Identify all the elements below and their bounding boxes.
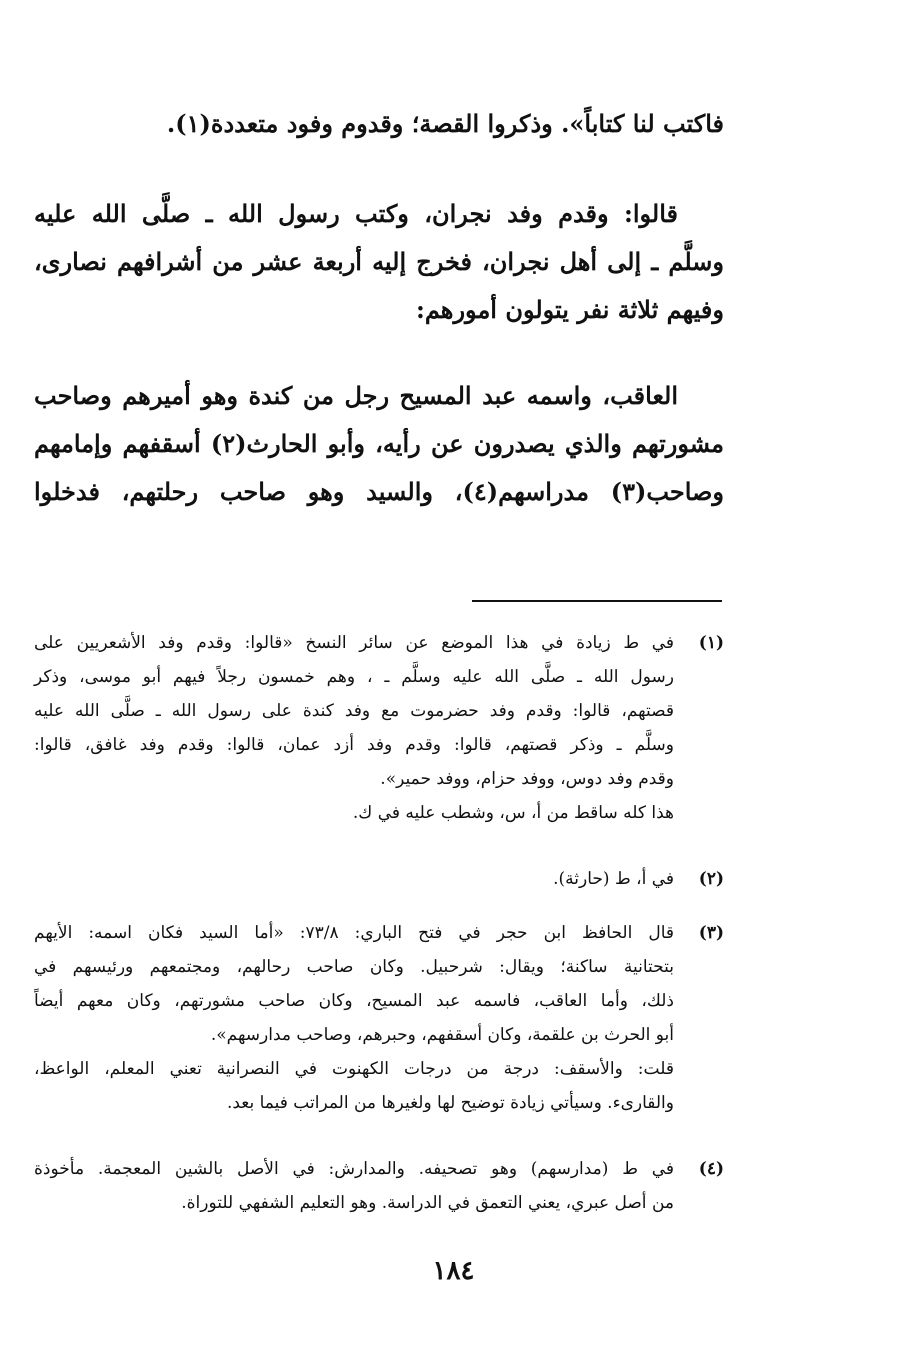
footnote-3-number: (٣) xyxy=(698,923,724,943)
footnote-2-number: (٢) xyxy=(698,869,724,889)
paragraph-2-line-3: وفيهم ثلاثة نفر يتولون أمورهم: xyxy=(415,295,724,324)
footnote-3-body xyxy=(34,916,674,1120)
page-number: ١٨٤ xyxy=(432,1256,475,1286)
footnote-1-number: (١) xyxy=(698,633,724,653)
footnote-3-line-3: ذلك، وأما العاقب، فاسمه عبد المسيح، وكان صاحب مشورتهم، وكان معهم أيضاً xyxy=(34,991,674,1011)
footnote-1-line-6: هذا كله ساقط من أ، س، وشطب عليه في ك. xyxy=(352,803,674,823)
footnote-3-line-6: والقارىء. وسيأتي زيادة توضيح لها ولغيرها من المراتب فيما بعد. xyxy=(226,1093,674,1113)
footnote-4-number: (٤) xyxy=(698,1159,724,1179)
footnote-1-line-2: رسول الله ـ صلَّى الله عليه وسلَّم ـ ، وهم خمسون رجلاً فيهم أبو موسى، وذكر xyxy=(34,667,674,687)
footnote-separator xyxy=(472,600,722,602)
footnote-2-line-1: في أ، ط (حارثة). xyxy=(553,869,674,889)
footnote-1-body xyxy=(34,626,674,830)
footnote-1-line-5: وقدم وفد دوس، ووفد حزام، ووفد حمير». xyxy=(380,769,674,789)
paragraph-1-line-1: فاكتب لنا كتاباً». وذكروا القصة؛ وقدوم وفود متعددة(١). xyxy=(166,109,724,138)
paragraph-1 xyxy=(34,100,724,148)
paragraph-2 xyxy=(34,190,724,334)
footnote-3 xyxy=(34,916,724,1120)
footnote-4-line-1: في ط (مدارسهم) وهو تصحيفه. والمدارش: في الأصل بالشين المعجمة. مأخوذة xyxy=(34,1159,674,1179)
paragraph-2-line-2: وسلَّم ـ إلى أهل نجران، فخرج إليه أربعة عشر من أشرافهم نصارى، xyxy=(34,247,724,276)
footnote-3-line-5: قلت: والأسقف: درجة من درجات الكهنوت في النصرانية تعني المعلم، الواعظ، xyxy=(34,1059,674,1079)
footnote-1-line-1: في ط زيادة في هذا الموضع عن سائر النسخ «قالوا: وقدم وفد الأشعريين على xyxy=(34,633,674,653)
footnote-2-body xyxy=(34,862,674,896)
paragraph-3-line-2: مشورتهم والذي يصدرون عن رأيه، وأبو الحارث(٢) أسقفهم وإمامهم xyxy=(34,429,724,458)
footnote-4 xyxy=(34,1152,724,1220)
footnote-4-body xyxy=(34,1152,674,1220)
paragraph-3-line-3: وصاحب(٣) مدراسهم(٤)، والسيد وهو صاحب رحلتهم، فدخلوا xyxy=(34,477,725,506)
footnote-3-line-2: بتحتانية ساكنة؛ ويقال: شرحبيل. وكان صاحب رحالهم، ومجتمعهم ورئيسهم في xyxy=(34,957,674,977)
footnote-1-line-3: قصتهم، قالوا: وقدم وفد حضرموت مع وفد كندة على رسول الله ـ صلَّى الله عليه xyxy=(34,701,674,721)
footnote-3-line-1: قال الحافظ ابن حجر في فتح الباري: ٧٣/٨: «أما السيد فكان اسمه: الأيهم xyxy=(34,923,674,943)
footnote-4-line-2: من أصل عبري، يعني التعمق في الدراسة. وهو التعليم الشفهي للتوراة. xyxy=(181,1193,674,1213)
paragraph-2-line-1: قالوا: وقدم وفد نجران، وكتب رسول الله ـ صلَّى الله عليه xyxy=(34,199,678,228)
footnote-1 xyxy=(34,626,724,830)
paragraph-3-line-1: العاقب، واسمه عبد المسيح رجل من كندة وهو أميرهم وصاحب xyxy=(34,381,678,410)
paragraph-3 xyxy=(34,372,724,516)
footnote-3-line-4: أبو الحرث بن علقمة، وكان أسقفهم، وحبرهم، وصاحب مدارسهم». xyxy=(210,1025,674,1045)
footnote-1-line-4: وسلَّم ـ وذكر قصتهم، قالوا: وقدم وفد أزد عمان، قالوا: وقدم وفد غافق، قالوا: xyxy=(34,735,674,755)
footnote-2 xyxy=(34,862,724,896)
